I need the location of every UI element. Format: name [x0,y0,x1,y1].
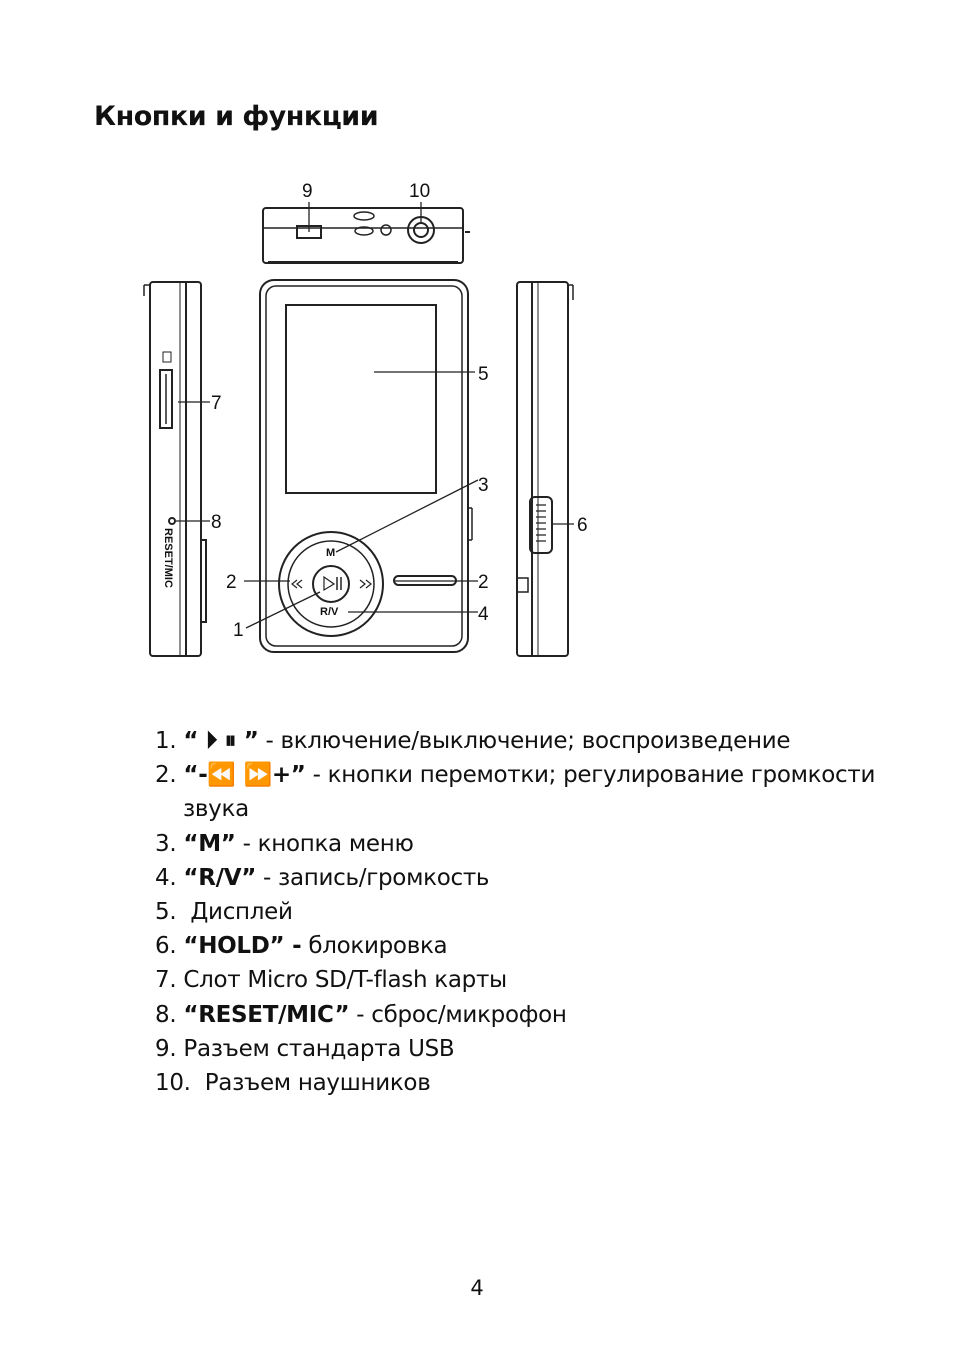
rv-button-label: R/V [320,606,339,618]
callout-3: 3 [478,475,489,496]
list-item: 10. Разъем наушников [155,1070,431,1097]
list-item: 3. “M” - кнопка меню [155,830,414,857]
list-item: 2. “-⏪ ⏩+” - кнопки перемотки; регулирование громкости звука [155,762,876,823]
device-left-side-view [144,282,206,656]
list-item: 7. Слот Micro SD/T-flash карты [155,967,507,994]
callout-4: 4 [478,604,489,625]
reset-mic-side-label: RESET/MIC [162,528,174,588]
section-heading: Кнопки и функции [94,101,379,132]
list-item: 5. Дисплей [155,899,293,926]
callout-lines [176,202,574,628]
device-top-view [263,208,470,263]
play-pause-button [313,566,349,602]
list-item: 1. “ ⏵ ⏸ ” - включение/выключение; воспроизведение [155,728,791,754]
callout-9: 9 [302,181,313,202]
callout-8: 8 [211,512,222,533]
page-number: 4 [470,1276,484,1300]
callout-6: 6 [577,515,588,536]
callout-1: 1 [233,620,244,641]
callout-2-left: 2 [226,572,237,593]
device-right-side-view [517,282,573,656]
list-item: 6. “HOLD” - блокировка [155,933,448,960]
callout-5: 5 [478,364,489,385]
callout-7: 7 [211,393,222,414]
display-screen [286,305,436,493]
function-list [155,724,895,1100]
list-item: 4. “R/V” - запись/громкость [155,864,490,891]
list-item: 9. Разъем стандарта USB [155,1035,455,1062]
callout-10: 10 [409,181,431,202]
device-front-view [260,280,472,652]
menu-button-label: M [326,547,336,559]
list-item: 8. “RESET/MIC” - сброс/микрофон [155,1001,567,1028]
callout-2-right: 2 [478,572,489,593]
reset-mic-hole [169,518,175,524]
